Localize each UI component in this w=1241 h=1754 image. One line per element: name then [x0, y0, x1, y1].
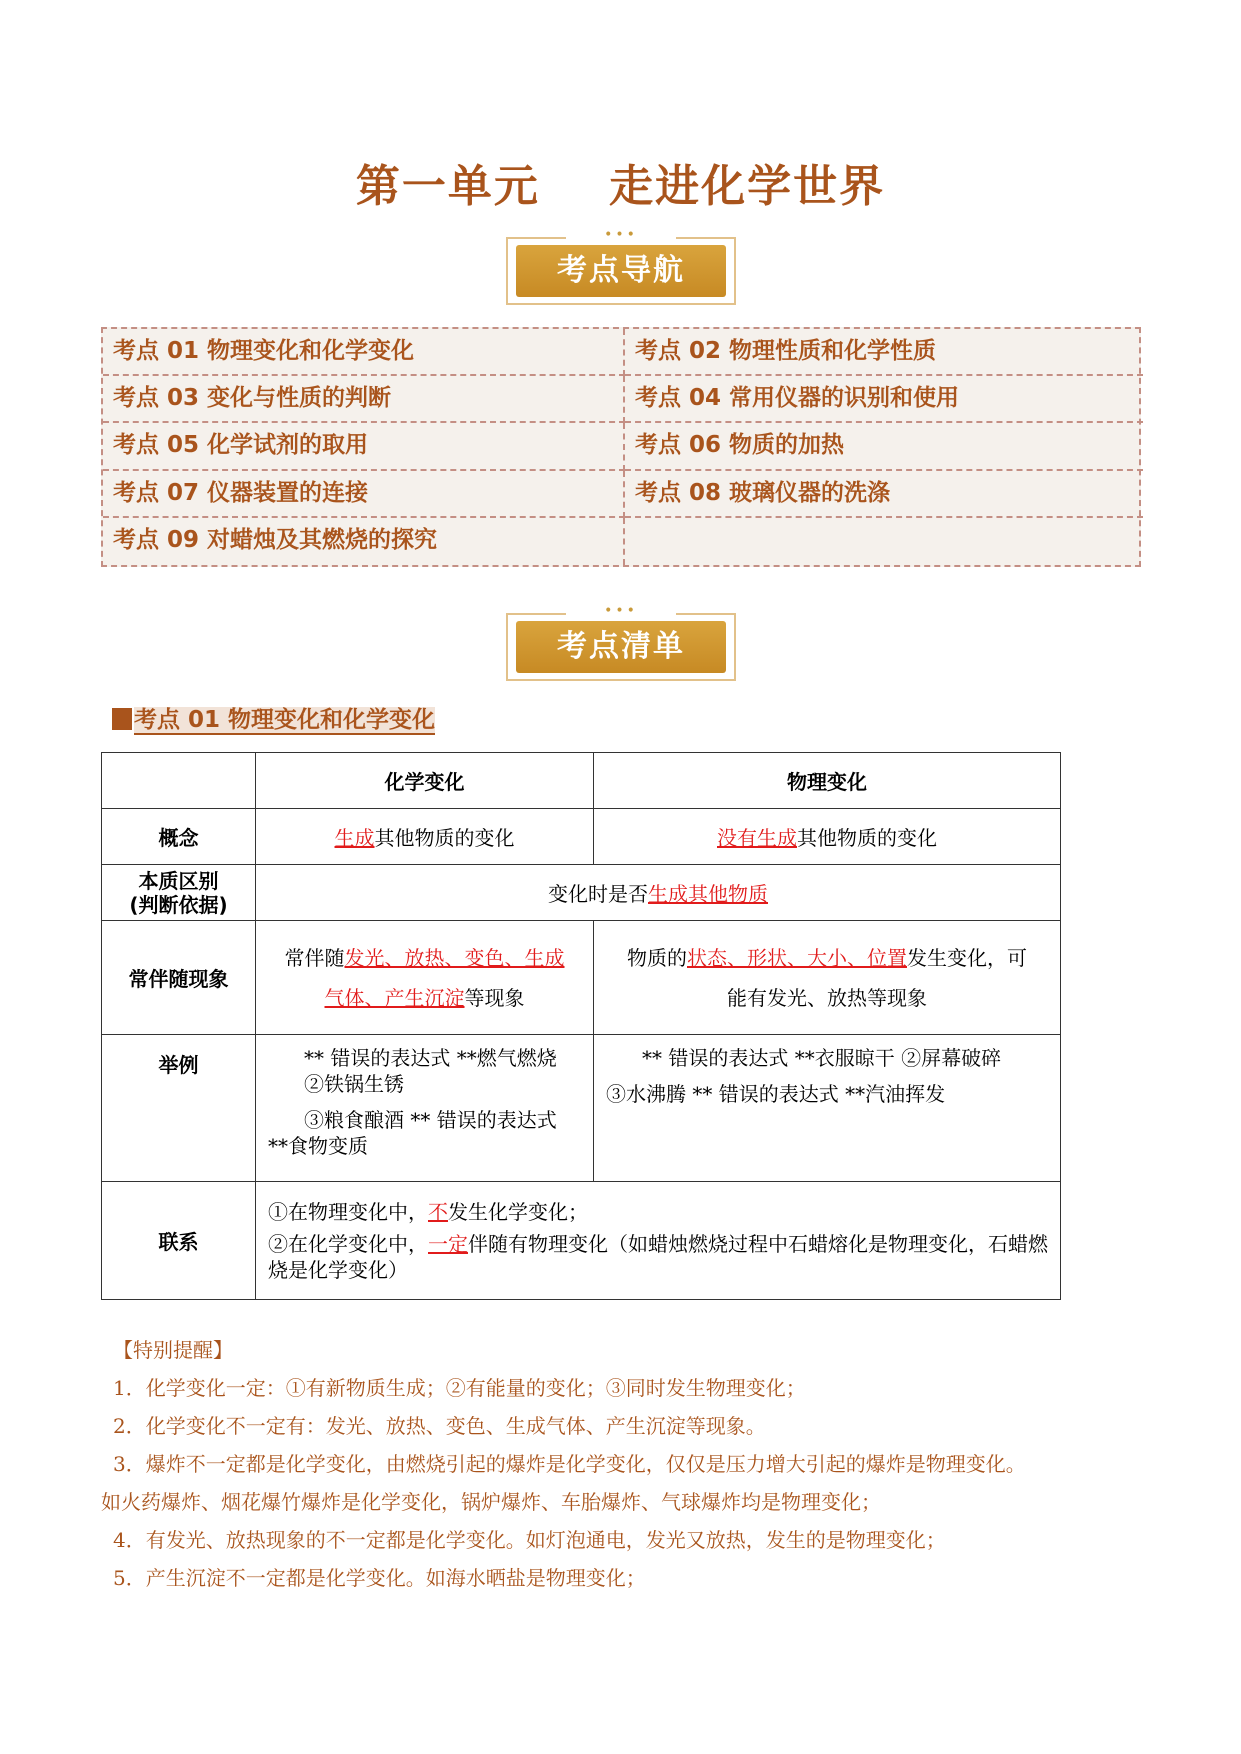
banner-dots: •••	[604, 603, 638, 619]
keyword: 状态、形状、大小、位置	[687, 945, 907, 970]
list-banner	[506, 603, 736, 681]
row-label-line: 本质区别	[138, 868, 219, 893]
table-row-phenomena	[102, 921, 1061, 1035]
reminder-item-continuation: 如火药爆炸、烟花爆竹爆炸是化学变化，锅炉爆炸、车胎爆炸、气球爆炸均是物理变化；	[101, 1490, 881, 1514]
phenomena-phys	[594, 921, 1061, 1035]
keyword: 生成其他物质	[648, 882, 768, 906]
concept-chem	[256, 809, 594, 865]
topic-nav-grid	[101, 327, 1141, 567]
topic-heading	[112, 703, 435, 737]
concept-phys	[594, 809, 1061, 865]
example-line: ** 错误的表达式 **燃气燃烧 ②铁锅生锈	[304, 1046, 557, 1096]
phenomena-chem	[256, 921, 594, 1035]
cell-text: 伴随有物理变化（如蜡烛燃烧过程中石蜡熔化是物理变化，石蜡燃烧是化学变化）	[268, 1231, 1048, 1282]
keyword: 发光、放热、变色、生成	[344, 945, 565, 970]
nav-item[interactable]: 考点 05 化学试剂的取用	[103, 423, 625, 470]
cell-text: 能有发光、放热等现象	[727, 985, 927, 1010]
nav-item-empty	[625, 518, 1143, 565]
cell-text: ①在物理变化中，	[268, 1199, 428, 1224]
row-label: 常伴随现象	[102, 921, 256, 1035]
cell-text: 变化时是否	[548, 882, 648, 906]
row-label-line: (判断依据)	[129, 892, 228, 917]
list-banner-label: 考点清单	[516, 621, 726, 673]
row-label: 联系	[102, 1182, 256, 1300]
reminder-item: 1．化学变化一定：①有新物质生成；②有能量的变化；③同时发生物理变化；	[113, 1376, 806, 1400]
nav-item[interactable]: 考点 02 物理性质和化学性质	[625, 329, 1143, 376]
reminder-item: 5．产生沉淀不一定都是化学变化。如海水晒盐是物理变化；	[113, 1566, 646, 1590]
example-line: ③粮食酿酒 ** 错误的表达式 **食物变质	[268, 1108, 557, 1158]
comparison-table	[101, 752, 1061, 1300]
reminder-item: 4．有发光、放热现象的不一定都是化学变化。如灯泡通电，发光又放热，发生的是物理变化；	[113, 1528, 946, 1552]
example-line: ③水沸腾 ** 错误的表达式 **汽油挥发	[606, 1082, 946, 1106]
header-phys: 物理变化	[594, 753, 1061, 809]
table-corner-cell	[102, 753, 256, 809]
table-row-essence	[102, 865, 1061, 921]
keyword: 没有生成	[717, 826, 797, 850]
example-line: ** 错误的表达式 **衣服晾干 ②屏幕破碎	[642, 1046, 1002, 1070]
reminder-item: 3．爆炸不一定都是化学变化，由燃烧引起的爆炸是化学变化，仅仅是压力增大引起的爆炸是物理变化。	[113, 1452, 1026, 1476]
examples-chem	[256, 1035, 594, 1182]
keyword: 生成	[334, 826, 375, 850]
nav-item[interactable]: 考点 03 变化与性质的判断	[103, 376, 625, 423]
connection-cell	[256, 1182, 1061, 1300]
cell-text: ②在化学变化中，	[268, 1231, 428, 1256]
cell-text: 等现象	[464, 985, 525, 1010]
nav-banner	[506, 227, 736, 305]
cell-text: 发生化学变化；	[448, 1199, 588, 1224]
examples-phys	[594, 1035, 1061, 1182]
row-label: 概念	[102, 809, 256, 865]
keyword: 一定	[428, 1231, 468, 1256]
topic-heading-text: 物理变化和化学变化	[228, 707, 436, 733]
connection-line	[268, 1199, 1048, 1225]
cell-text: 物质的	[627, 945, 687, 970]
table-header-row	[102, 753, 1061, 809]
special-reminder	[101, 1331, 1141, 1597]
keyword: 不	[428, 1199, 448, 1224]
keyword: 气体、产生沉淀	[324, 985, 465, 1010]
nav-banner-label: 考点导航	[516, 245, 726, 297]
nav-item[interactable]: 考点 06 物质的加热	[625, 423, 1143, 470]
nav-item[interactable]: 考点 04 常用仪器的识别和使用	[625, 376, 1143, 423]
connection-line	[268, 1231, 1048, 1283]
nav-item[interactable]: 考点 09 对蜡烛及其燃烧的探究	[103, 518, 625, 565]
nav-item[interactable]: 考点 01 物理变化和化学变化	[103, 329, 625, 376]
reminder-item: 2．化学变化不一定有：发光、放热、变色、生成气体、产生沉淀等现象。	[113, 1414, 766, 1438]
cell-text: 常伴随	[284, 945, 345, 970]
table-row-connection	[102, 1182, 1061, 1300]
cell-text: 其他物质的变化	[374, 826, 515, 850]
header-chem: 化学变化	[256, 753, 594, 809]
cell-text: 发生变化，可	[907, 945, 1027, 970]
row-label	[102, 865, 256, 921]
table-row-concept	[102, 809, 1061, 865]
banner-dots: •••	[604, 227, 638, 243]
row-label: 举例	[102, 1035, 256, 1182]
reminder-heading: 【特别提醒】	[113, 1338, 233, 1362]
square-bullet-icon	[112, 708, 132, 730]
page-title: 第一单元 走进化学世界	[355, 161, 886, 212]
essence-cell	[256, 865, 1061, 921]
nav-item[interactable]: 考点 07 仪器装置的连接	[103, 471, 625, 518]
topic-heading-prefix: 考点 01	[134, 707, 229, 733]
table-row-examples	[102, 1035, 1061, 1182]
nav-item[interactable]: 考点 08 玻璃仪器的洗涤	[625, 471, 1143, 518]
cell-text: 其他物质的变化	[797, 826, 937, 850]
